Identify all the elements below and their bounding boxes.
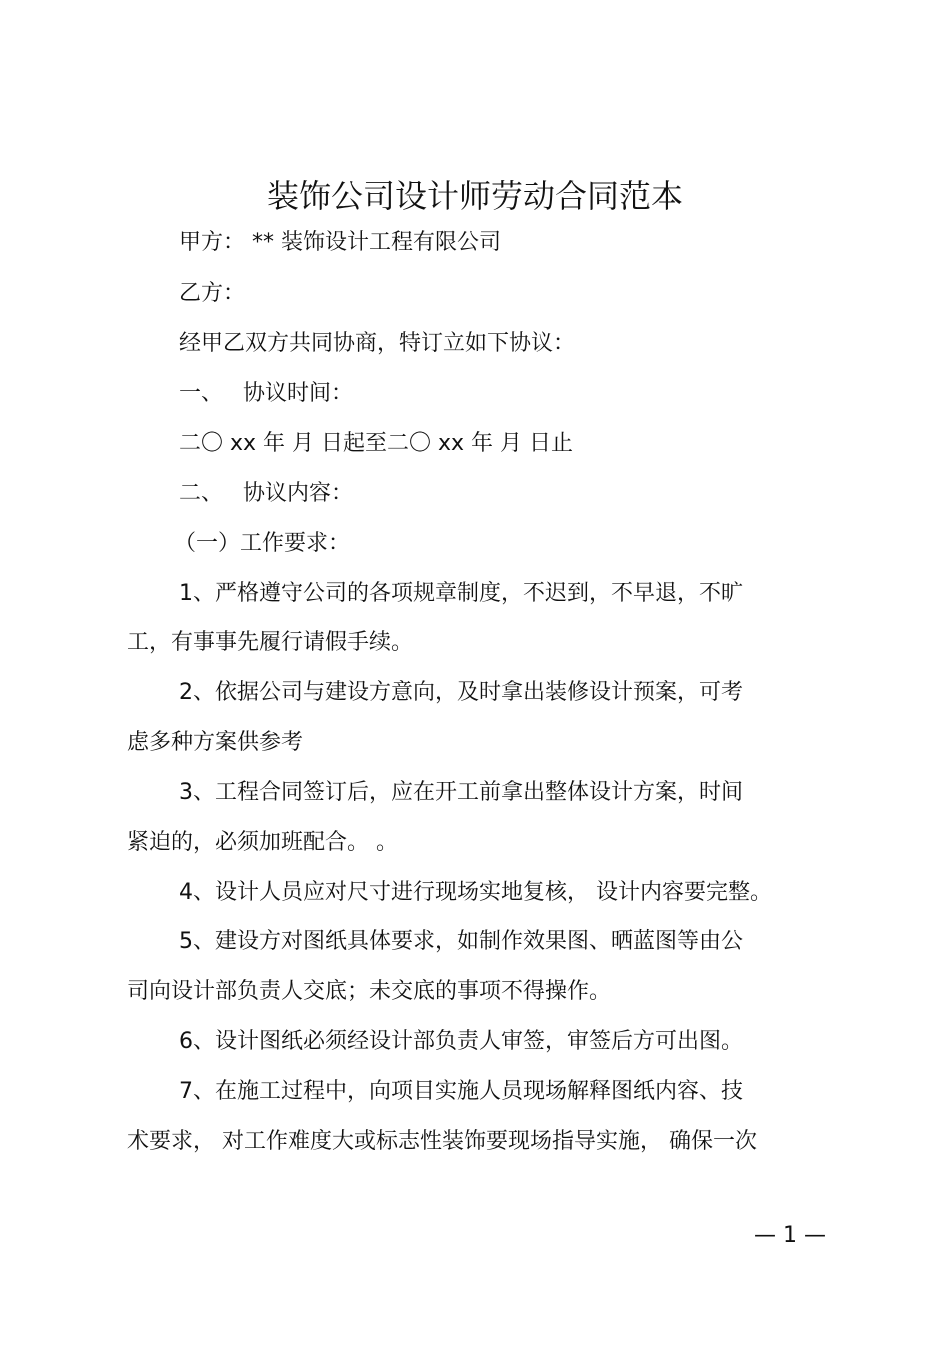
section-1-number: 一、 [179,381,224,406]
clause-5-line-1: 5、建设方对图纸具体要求，如制作效果图、晒蓝图等由公 [179,929,743,954]
section-1-heading [179,377,353,411]
clause-5-line-2: 司向设计部负责人交底；未交底的事项不得操作。 [127,979,612,1004]
section-2-number: 二、 [179,481,224,506]
clause-2-line-2: 虑多种方案供参考 [127,730,304,755]
clause-1-line-1: 1、严格遵守公司的各项规章制度，不迟到，不早退，不旷 [179,581,743,606]
term-line: 二〇 xx 年 月 日起至二〇 xx 年 月 日止 [179,431,574,456]
clause-4-line-1: 4、设计人员应对尺寸进行现场实地复核， 设计内容要完整。 [179,880,772,905]
subsection-1-heading: （一）工作要求： [174,531,351,556]
section-2-heading [179,477,353,511]
page-number: — 1 — [754,1223,826,1248]
section-1-title: 协议时间： [243,381,354,406]
party-a-line: 甲方： ** 装饰设计工程有限公司 [179,230,501,255]
clause-1-line-2: 工，有事事先履行请假手续。 [127,630,414,655]
section-2-title: 协议内容： [243,481,354,506]
clause-2-line-1: 2、依据公司与建设方意向，及时拿出装修设计预案，可考 [179,680,743,705]
party-b-line: 乙方： [179,281,246,306]
clause-3-line-2: 紧迫的，必须加班配合。 。 [127,830,398,855]
preamble: 经甲乙双方共同协商，特订立如下协议： [179,331,576,356]
document-title: 装饰公司设计师劳动合同范本 [266,177,683,215]
clause-3-line-1: 3、工程合同签订后，应在开工前拿出整体设计方案，时间 [179,780,743,805]
clause-6-line-1: 6、设计图纸必须经设计部负责人审签，审签后方可出图。 [179,1029,743,1054]
clause-7-line-2: 术要求， 对工作难度大或标志性装饰要现场指导实施， 确保一次 [127,1129,757,1154]
clause-7-line-1: 7、在施工过程中，向项目实施人员现场解释图纸内容、技 [179,1079,743,1104]
